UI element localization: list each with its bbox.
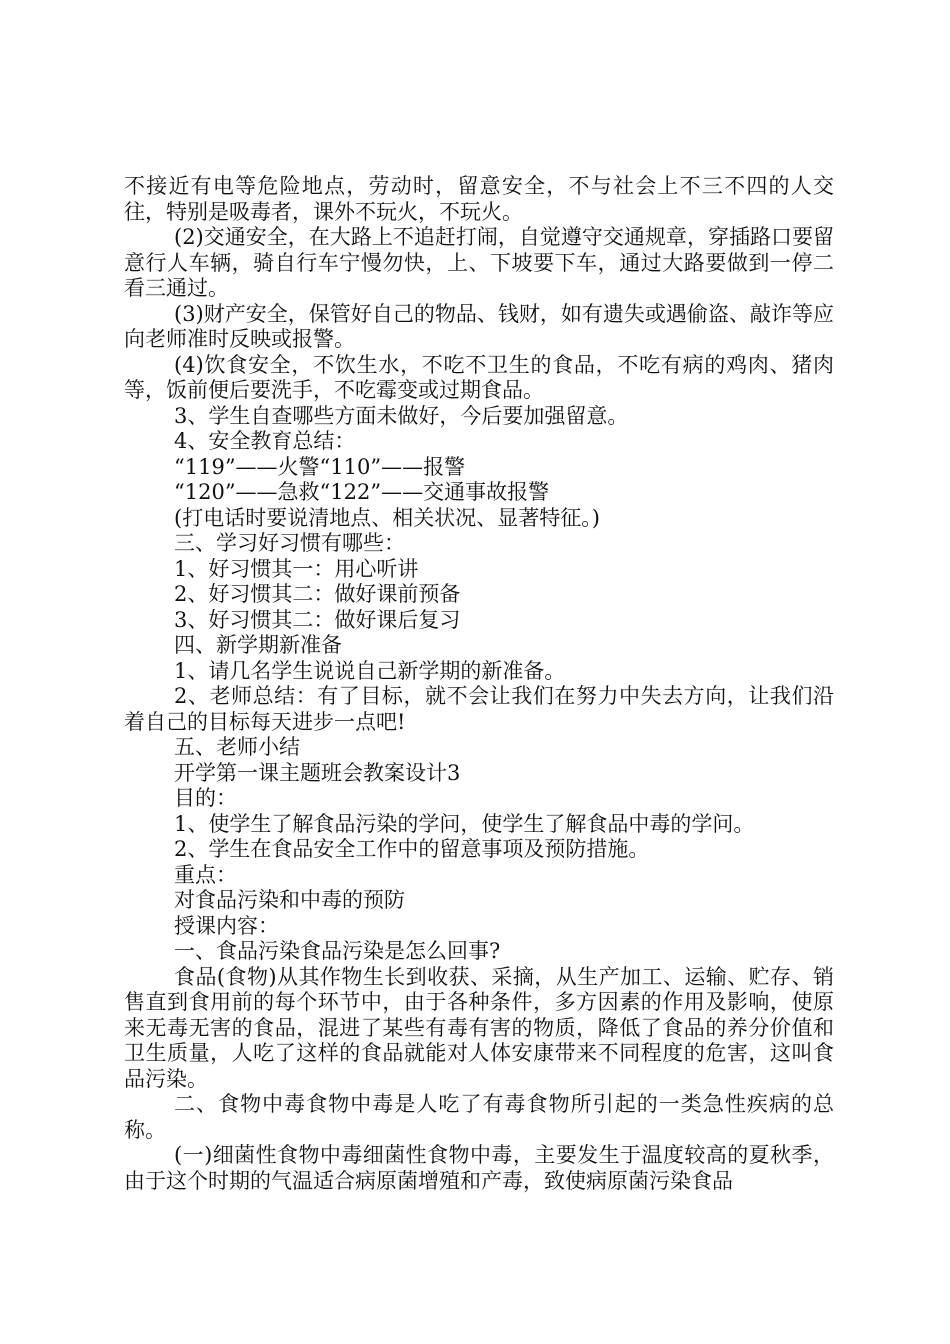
section-heading: 一、食品污染食品污染是怎么回事? xyxy=(174,939,501,963)
paragraph: (一)细菌性食物中毒细菌性食物中毒，主要发生于温度较高的夏秋季，由于这个时期的气温适合病原菌增殖和产毒，致使病原菌污染食品 xyxy=(124,1143,834,1193)
paragraph: (打电话时要说清地点、相关状况、显著特征。) xyxy=(174,505,600,530)
paragraph: 3、好习惯其二：做好课后复习 xyxy=(174,607,461,632)
paragraph: 3、学生自查哪些方面未做好，今后要加强留意。 xyxy=(174,403,629,428)
paragraph: 不接近有电等危险地点，劳动时，留意安全，不与社会上不三不四的人交往，特别是吸毒者，课外不玩火，不玩火。 xyxy=(124,174,834,224)
document-body xyxy=(124,174,834,1194)
paragraph: 授课内容： xyxy=(174,913,279,938)
section-heading: 五、老师小结 xyxy=(174,735,300,759)
paragraph: 目的： xyxy=(174,786,237,810)
paragraph: (3)财产安全，保管好自己的物品、钱财，如有遗失或遇偷盗、敲诈等应向老师准时反映或报警。 xyxy=(124,301,834,351)
paragraph: “119”——火警“110”——报警 xyxy=(174,454,466,479)
paragraph: 1、使学生了解食品污染的学问，使学生了解食品中毒的学问。 xyxy=(174,811,755,836)
paragraph: 2、学生在食品安全工作中的留意事项及预防措施。 xyxy=(174,837,650,861)
document-subtitle: 开学第一课主题班会教案设计3 xyxy=(174,760,461,785)
paragraph: “120”——急救“122”——交通事故报警 xyxy=(174,480,550,504)
paragraph: 食品(食物)从其作物生长到收获、采摘，从生产加工、运输、贮存、销售直到食用前的每个环节中，由于各种条件，多方因素的作用及影响，使原来无毒无害的食品，混进了某些有毒有害的物质，降低了食品的养分价值和卫生质量，人吃了这样的食品就能对人体安康带来不同程度的危害，这叫食品污染。 xyxy=(124,964,834,1091)
paragraph: 1、请几名学生说说自己新学期的新准备。 xyxy=(174,658,566,683)
paragraph: 对食品污染和中毒的预防 xyxy=(174,888,405,912)
paragraph: 2、老师总结：有了目标，就不会让我们在努力中失去方向，让我们沿着自己的目标每天进步一点吧! xyxy=(124,684,834,734)
paragraph: 重点： xyxy=(174,862,237,887)
paragraph: (2)交通安全，在大路上不追赶打闹，自觉遵守交通规章，穿插路口要留意行人车辆，骑自行车宁慢勿快，上、下坡要下车，通过大路要做到一停二看三通过。 xyxy=(124,225,834,300)
section-heading: 四、新学期新准备 xyxy=(174,633,342,657)
paragraph: (4)饮食安全，不饮生水，不吃不卫生的食品，不吃有病的鸡肉、猪肉等，饭前便后要洗手，不吃霉变或过期食品。 xyxy=(124,352,834,402)
paragraph: 1、好习惯其一：用心听讲 xyxy=(174,556,419,581)
paragraph: 2、好习惯其二：做好课前预备 xyxy=(174,582,461,606)
paragraph: 4、安全教育总结： xyxy=(174,429,356,453)
section-heading: 三、学习好习惯有哪些： xyxy=(174,531,405,555)
section-heading: 二、食物中毒食物中毒是人吃了有毒食物所引起的一类急性疾病的总称。 xyxy=(124,1092,834,1142)
